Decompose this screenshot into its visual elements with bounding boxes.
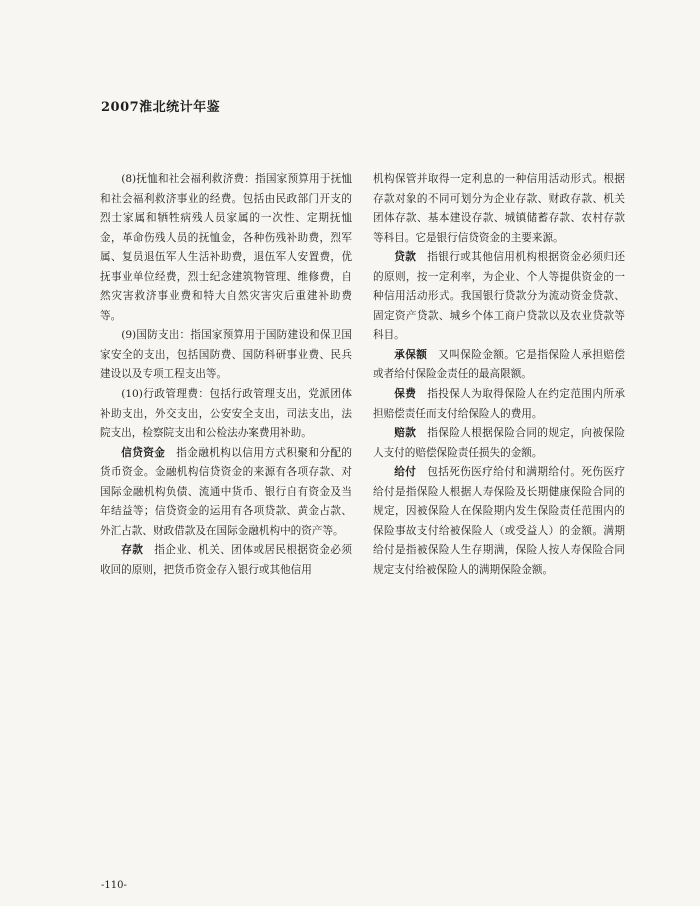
definition-deposits: 指企业、机关、团体或居民根据资金必须收回的原则，把货币资金存入银行或其他信用 [100, 544, 353, 576]
paragraph-premium [373, 385, 625, 424]
definition-credit-funds: 指金融机构以信用方式积聚和分配的货币资金。金融机构信贷资金的来源有各项存款、对国际金融机构负债、流通中货币、银行自有资金及当年结益等；信贷资金的运用有各项贷款、黄金占款、外汇占款、财政借款及在国际金融机构中的资产等。 [100, 446, 353, 537]
paragraph-insured-amount [373, 346, 625, 385]
definition-benefits: 包括死伤医疗给付和满期给付。死伤医疗给付是指保险人根据人寿保险及长期健康保险合同的规定，因被保险人在保险期内发生保险责任范围内的保险事故支付给被保险人（或受益人）的金额。满期给付是指被保险人生存期满，保险人按人寿保险合同规定支付给被保险人的满期保险金额。 [373, 466, 626, 576]
page-number: -110- [101, 880, 127, 891]
term-credit-funds: 信贷资金 [121, 446, 166, 459]
definition-insured-amount: 又叫保险金额。它是指保险人承担赔偿或者给付保险金责任的最高限额。 [373, 348, 626, 381]
right-column [373, 170, 625, 580]
term-loans: 贷款 [394, 251, 417, 264]
term-insured-amount: 承保额 [394, 348, 428, 361]
term-claims: 赔款 [394, 427, 417, 440]
paragraph-pension-welfare: (8)抚恤和社会福利救济费：指国家预算用于抚恤和社会福利救济事业的经费。包括由民政部门开支的烈士家属和牺牲病残人员家属的一次性、定期抚恤金，革命伤残人员的抚恤金，各种伤残补助费，烈军属、复员退伍军人生活补助费，退伍军人安置费，优抚事业单位经费，烈士纪念建筑物管理、维修费，自然灾害救济事业费和特大自然灾害灾后重建补助费等。 [100, 173, 352, 322]
paragraph-defense-expenditure: (9)国防支出：指国家预算用于国防建设和保卫国家安全的支出，包括国防费、国防科研事业费、民兵建设以及专项工程支出等。 [100, 329, 352, 381]
yearbook-title: 2007淮北统计年鉴 [101, 100, 221, 115]
definition-loans: 指银行或其他信用机构根据资金必须归还的原则，按一定利率，为企业、个人等提供资金的一种信用活动形式。我国银行贷款分为流动资金贷款、固定资产贷款、城乡个体工商户贷款以及农业贷款等科目。 [373, 251, 626, 342]
definition-claims: 指保险人根据保险合同的规定，向被保险人支付的赔偿保险责任损失的金额。 [373, 427, 626, 459]
term-premium: 保费 [394, 388, 417, 401]
term-deposits: 存款 [121, 544, 144, 557]
paragraph-administration-expense: (10)行政管理费：包括行政管理支出，党派团体补助支出，外交支出，公安安全支出，司法支出，法院支出，检察院支出和公检法办案费用补助。 [100, 388, 352, 440]
paragraph-claims [373, 424, 625, 463]
left-column [100, 170, 352, 580]
paragraph-credit-funds [100, 444, 352, 542]
paragraph-deposits [100, 541, 352, 580]
paragraph-benefits [373, 463, 625, 580]
definition-premium: 指投保人为取得保险人在约定范围内所承担赔偿责任而支付给保险人的费用。 [373, 388, 626, 420]
term-benefits: 给付 [394, 466, 417, 479]
paragraph-deposits-continued: 机构保管并取得一定利息的一种信用活动形式。根据存款对象的不同可划分为企业存款、财政存款、机关团体存款、基本建设存款、城镇储蓄存款、农村存款等科目。它是银行信贷资金的主要来源。 [373, 173, 625, 244]
paragraph-loans [373, 248, 625, 346]
